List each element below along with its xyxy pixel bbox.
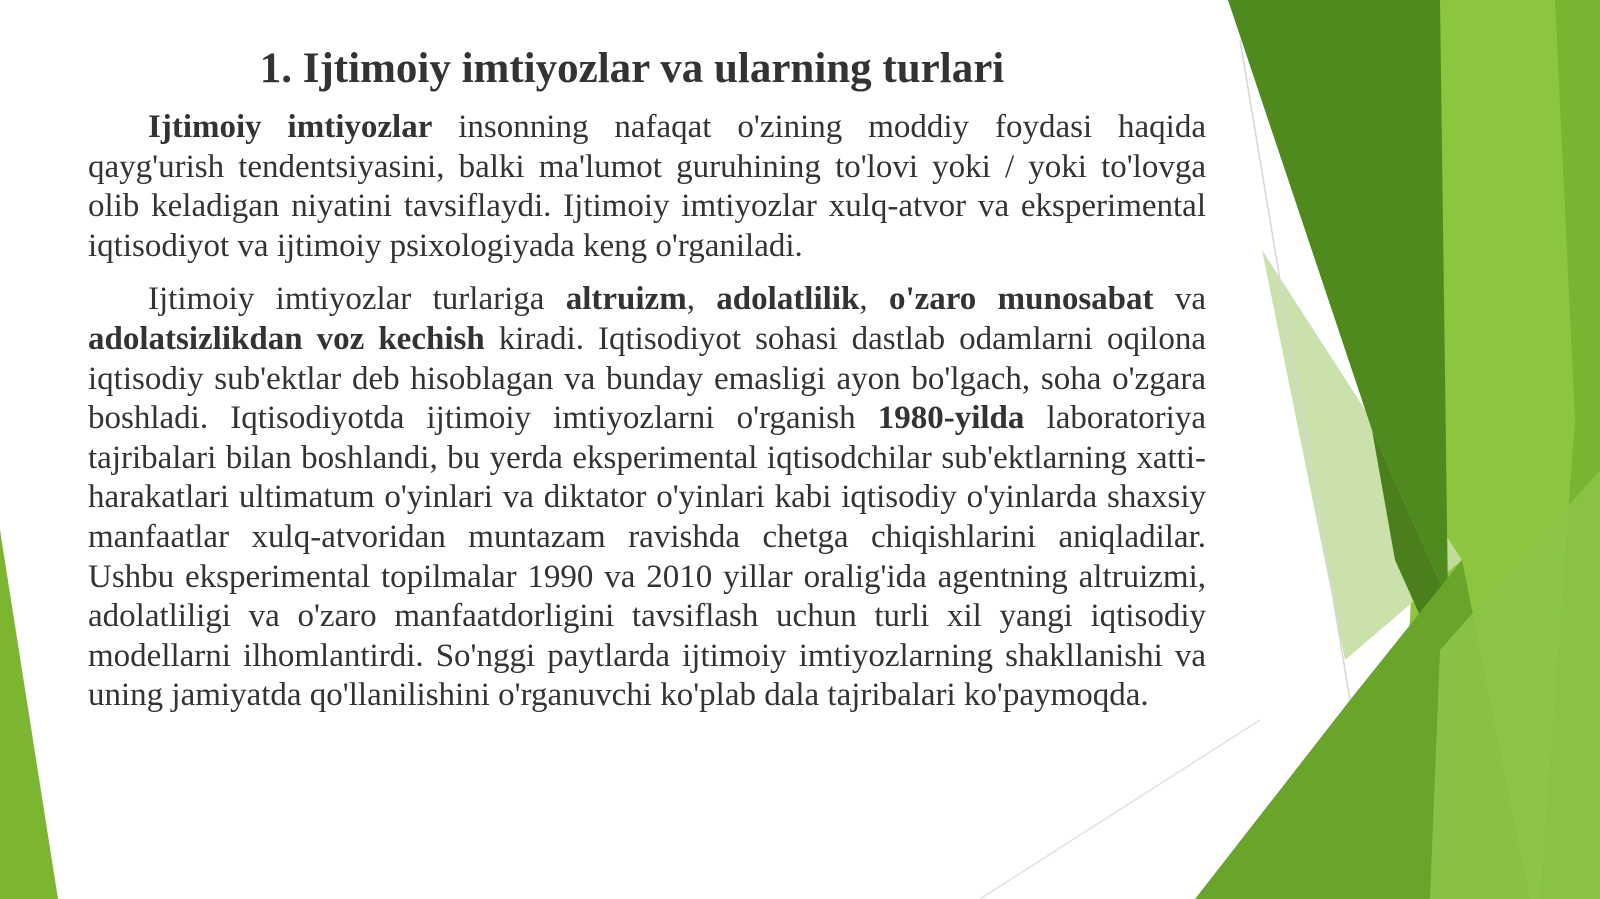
type-altruism: altruizm [565,281,687,318]
term-social-preferences: Ijtimoiy imtiyozlar [148,109,433,145]
paragraph-types [88,280,1206,716]
type-reciprocity: o'zaro munosabat [888,281,1154,318]
highlight-year: 1980-yilda [877,400,1025,437]
slide-content [88,40,1206,730]
types-intro: Ijtimoiy imtiyozlar turlariga [148,281,566,318]
types-separator-1: , [686,281,717,318]
paragraph-definition-text: insonning nafaqat o'zining moddiy foydasi haqida qayg'urish tendentsiyasini, balki ma'lumot guruhining to'lovi yoki / yoki to'lovga olib keladigan niyatini tavsiflaydi. Ijtimoiy imtiyozlar xulq-atvor va eksperimental iqtisodiyot va ijtimoiy psixologiyada keng o'rganiladi. [88,109,1206,264]
types-middle-text: kiradi. Iqtisodiyot sohasi dastlab odamlarni oqilona iqtisodiy sub'ektlar deb hisoblagan va bunday emasligi ayon bo'lgach, soha o'zgara boshladi. Iqtisodiyotda ijtimoiy imtiyozlarni o'rganish [88,320,1206,437]
types-separator-2: , [859,281,889,318]
types-end-text: laboratoriya tajribalari bilan boshlandi, bu yerda eksperimental iqtisodchilar sub'ektlarning xatti-harakatlari ultimatum o'yinlari va diktator o'yinlari kabi iqtisodiy o'yinlarda shaxsiy manfaatlar xulq-atvoridan muntazam ravishda chetga chiqishlarini aniqladilar. Ushbu eksperimental topilmalar 1990 va 2010 yillar oralig'ida agentning altruizmi, adolatliligi va o'zaro manfaatdorligini tavsiflash uchun turli xil yangi iqtisodiy modellarni ilhomlantirdi. So'nggi paytlarda ijtimoiy imtiyozlarning shakllanishi va uning jamiyatda qo'llanilishini o'rganuvchi ko'plab dala tajribalari ko'paymoqda. [88,400,1206,714]
slide-title: 1. Ijtimoiy imtiyozlar va ularning turlari [259,45,1005,92]
types-separator-3: va [1153,281,1207,318]
type-fairness: adolatlilik [716,281,860,318]
paragraph-definition [88,108,1206,266]
left-green-sliver [0,530,58,899]
type-inequity-aversion: adolatsizlikdan voz kechish [88,320,485,357]
